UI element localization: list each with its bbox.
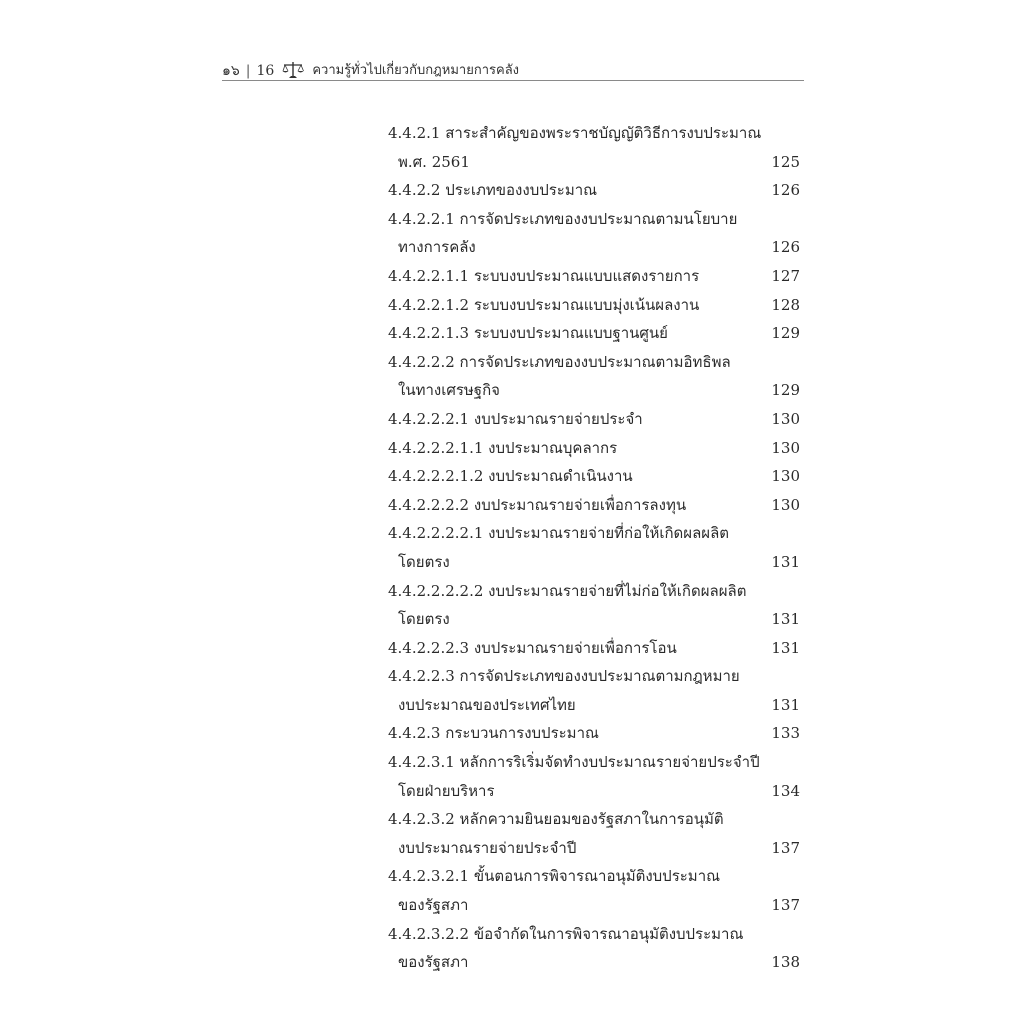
toc-entry-continuation [388, 376, 800, 405]
toc-entry [388, 577, 800, 606]
toc-entry-title: 4.4.2.2.2.2 งบประมาณรายจ่ายเพื่อการลงทุน [388, 495, 687, 514]
toc-entry [388, 862, 800, 891]
header-separator: | [245, 63, 251, 79]
toc-entry-page: 133 [771, 724, 800, 743]
toc-entry-page: 129 [771, 324, 800, 343]
table-of-contents [388, 119, 800, 977]
toc-entry-title: 4.4.2.2.2.1.1 งบประมาณบุคลากร [388, 438, 618, 457]
running-header [222, 58, 804, 81]
toc-entry-continuation [388, 777, 800, 806]
toc-entry-title: 4.4.2.3.2.2 ข้อจำกัดในการพิจารณาอนุมัติงบประมาณ [388, 924, 744, 943]
toc-entry [388, 291, 800, 320]
toc-entry [388, 920, 800, 949]
toc-entry-page: 138 [771, 953, 800, 972]
toc-entry-page: 137 [771, 838, 800, 857]
toc-entry-title: งบประมาณรายจ่ายประจำปี [398, 838, 577, 857]
toc-entry-page: 130 [771, 467, 800, 486]
toc-entry-title: โดยตรง [398, 552, 450, 571]
toc-entry-page: 126 [771, 238, 800, 257]
toc-entry [388, 205, 800, 234]
toc-entry [388, 491, 800, 520]
toc-entry-page: 131 [771, 638, 800, 657]
toc-entry-page: 128 [771, 295, 800, 314]
toc-entry-title: 4.4.2.2.2.1 งบประมาณรายจ่ายประจำ [388, 409, 643, 428]
toc-entry-page: 137 [771, 896, 800, 915]
toc-entry [388, 662, 800, 691]
toc-entry-title: ของรัฐสภา [398, 896, 469, 915]
toc-entry-page: 130 [771, 438, 800, 457]
toc-entry [388, 319, 800, 348]
toc-entry-title: 4.4.2.2.2.2.2 งบประมาณรายจ่ายที่ไม่ก่อให้เกิดผลผลิต [388, 581, 747, 600]
toc-entry [388, 348, 800, 377]
toc-entry-title: ทางการคลัง [398, 238, 476, 257]
toc-entry-title: 4.4.2.2.2.1.2 งบประมาณดำเนินงาน [388, 467, 633, 486]
toc-entry [388, 805, 800, 834]
scales-of-justice-icon [282, 61, 304, 79]
toc-entry-page: 131 [771, 552, 800, 571]
toc-entry-title: โดยฝ่ายบริหาร [398, 781, 495, 800]
toc-entry-title: 4.4.2.2 ประเภทของงบประมาณ [388, 181, 598, 200]
toc-entry-continuation [388, 834, 800, 863]
page-number: 16 [256, 63, 275, 79]
toc-entry [388, 176, 800, 205]
toc-entry [388, 634, 800, 663]
toc-entry-title: 4.4.2.3 กระบวนการงบประมาณ [388, 724, 599, 743]
toc-entry-title: 4.4.2.2.1 การจัดประเภทของงบประมาณตามนโยบาย [388, 209, 738, 228]
toc-entry-title: โดยตรง [398, 610, 450, 629]
toc-entry-continuation [388, 548, 800, 577]
toc-entry-title: 4.4.2.3.2 หลักความยินยอมของรัฐสภาในการอนุมัติ [388, 810, 724, 829]
toc-entry [388, 262, 800, 291]
toc-entry-continuation [388, 233, 800, 262]
toc-entry-title: 4.4.2.3.1 หลักการริเริ่มจัดทำงบประมาณรายจ่ายประจำปี [388, 753, 760, 772]
toc-entry [388, 434, 800, 463]
toc-entry-title: 4.4.2.2.1.2 ระบบงบประมาณแบบมุ่งเน้นผลงาน [388, 295, 700, 314]
toc-entry-page: 131 [771, 610, 800, 629]
toc-entry-continuation [388, 148, 800, 177]
toc-entry-title: 4.4.2.3.2.1 ขั้นตอนการพิจารณาอนุมัติงบประมาณ [388, 867, 721, 886]
toc-entry-page: 130 [771, 409, 800, 428]
toc-entry-page: 130 [771, 495, 800, 514]
toc-entry-title: 4.4.2.2.1.1 ระบบงบประมาณแบบแสดงรายการ [388, 266, 700, 285]
toc-entry-title: 4.4.2.2.2.2.1 งบประมาณรายจ่ายที่ก่อให้เกิดผลผลิต [388, 524, 730, 543]
toc-entry-page: 129 [771, 381, 800, 400]
toc-entry-title: ในทางเศรษฐกิจ [398, 381, 500, 400]
toc-entry-page: 126 [771, 181, 800, 200]
toc-entry-page: 127 [771, 266, 800, 285]
toc-entry-page: 134 [771, 781, 800, 800]
toc-entry-continuation [388, 691, 800, 720]
toc-entry-title: 4.4.2.1 สาระสำคัญของพระราชบัญญัติวิธีการงบประมาณ [388, 124, 762, 142]
toc-entry [388, 119, 800, 148]
toc-entry-title: 4.4.2.2.2 การจัดประเภทของงบประมาณตามอิทธิพล [388, 352, 731, 371]
toc-entry [388, 519, 800, 548]
toc-entry-title: 4.4.2.2.2.3 งบประมาณรายจ่ายเพื่อการโอน [388, 638, 677, 657]
toc-entry-title: ของรัฐสภา [398, 953, 469, 972]
toc-entry [388, 405, 800, 434]
toc-entry-title: งบประมาณของประเทศไทย [398, 695, 576, 714]
toc-entry-continuation [388, 948, 800, 977]
toc-entry-page: 125 [771, 152, 800, 171]
running-title: ความรู้ทั่วไปเกี่ยวกับกฎหมายการคลัง [312, 63, 520, 78]
toc-entry-page: 131 [771, 695, 800, 714]
toc-entry-title: พ.ศ. 2561 [398, 152, 470, 171]
toc-entry-title: 4.4.2.2.3 การจัดประเภทของงบประมาณตามกฎหมาย [388, 667, 740, 686]
toc-entry-continuation [388, 891, 800, 920]
thai-page-number: ๑๖ [222, 63, 240, 79]
toc-entry-title: 4.4.2.2.1.3 ระบบงบประมาณแบบฐานศูนย์ [388, 324, 668, 343]
toc-entry [388, 748, 800, 777]
toc-entry-continuation [388, 605, 800, 634]
toc-entry [388, 719, 800, 748]
toc-entry [388, 462, 800, 491]
